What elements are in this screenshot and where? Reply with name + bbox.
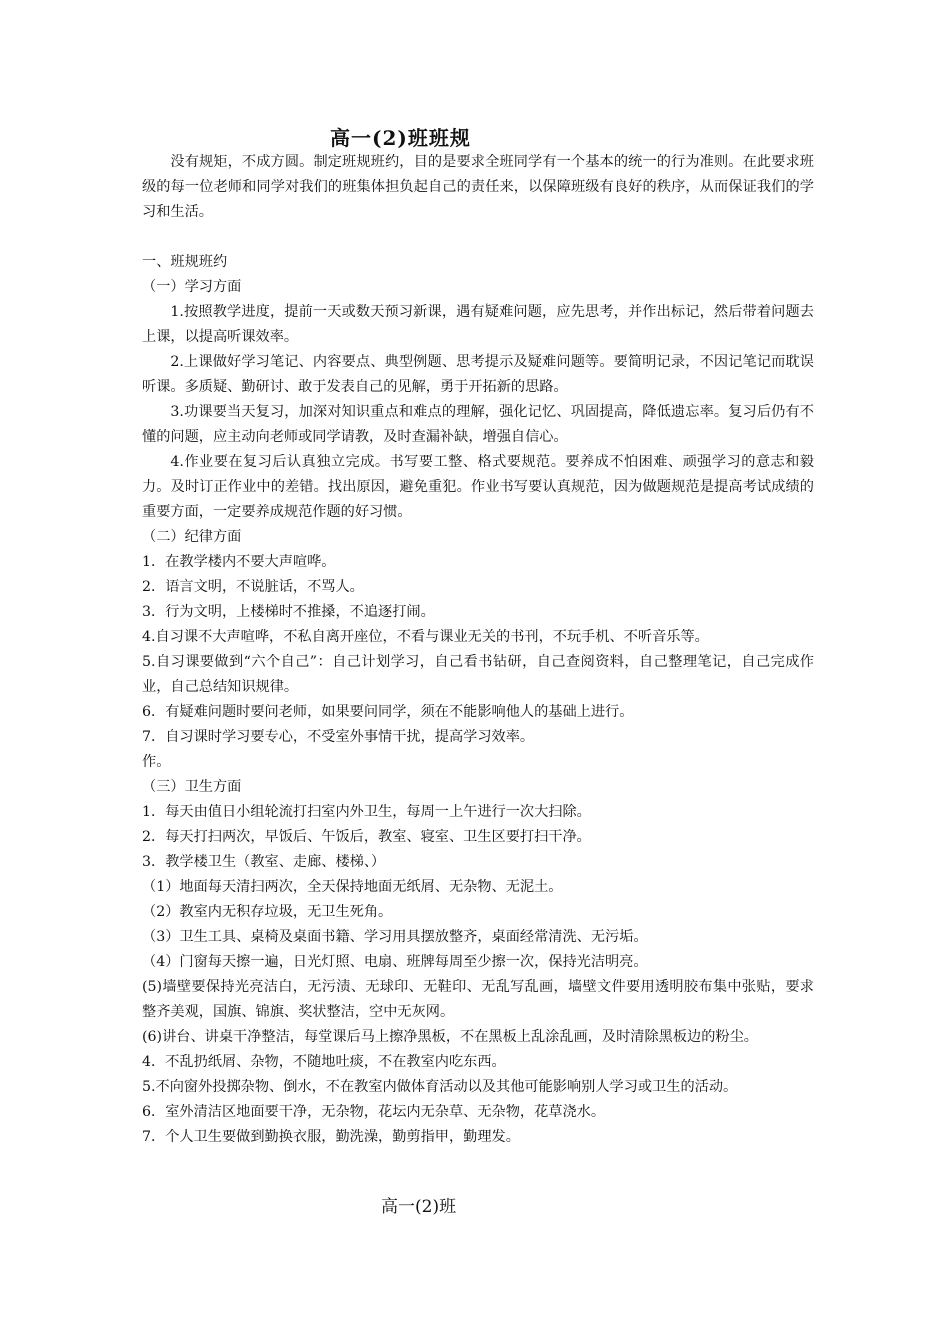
document-title: 高一(2)班班规	[330, 126, 471, 150]
hygiene-item: 5.不向窗外投掷杂物、倒水，不在教室内做体育活动以及其他可能影响别人学习或卫生的活动。	[142, 1079, 738, 1095]
discipline-item: 7．自习课时学习要专心，不受室外事情干扰，提高学习效率。	[142, 729, 535, 745]
discipline-item: 4.自习课不大声喧哗，不私自离开座位，不看与课业无关的书刊，不玩手机、不听音乐等。	[142, 629, 709, 645]
hygiene-item: (6)讲台、讲桌干净整洁，每堂课后马上擦净黑板，不在黑板上乱涂乱画，及时清除黑板边的粉尘。	[142, 1029, 758, 1045]
hygiene-item: 2．每天打扫两次，早饭后、午饭后，教室、寝室、卫生区要打扫干净。	[142, 829, 591, 845]
discipline-item: 1．在教学楼内不要大声喧哗。	[142, 554, 336, 570]
class-signature: 高一(2)班	[381, 1197, 457, 1217]
hygiene-item: （3）卫生工具、桌椅及桌面书籍、学习用具摆放整齐，桌面经常清洗、无污垢。	[142, 929, 648, 945]
study-item: 1.按照教学进度，提前一天或数天预习新课，遇有疑难问题，应先思考，并作出标记，然后带着问题去上课，以提高听课效率。	[142, 304, 814, 345]
hygiene-item: 7．个人卫生要做到勤换衣服，勤洗澡，勤剪指甲，勤理发。	[142, 1129, 520, 1145]
hygiene-item: （2）教室内无积存垃圾，无卫生死角。	[142, 904, 393, 920]
discipline-item: 6．有疑难问题时要问老师，如果要问同学，须在不能影响他人的基础上进行。	[142, 704, 634, 720]
section-heading: 一、班规班约	[142, 254, 228, 270]
paragraph-gap	[142, 225, 814, 250]
hygiene-item: 6．室外清洁区地面要干净，无杂物，花坛内无杂草、无杂物，花草浇水。	[142, 1104, 606, 1120]
discipline-item: 5.自习课要做到“六个自己”：自己计划学习，自己看书钻研，自己查阅资料，自己整理笔记，自己完成作业，自己总结知识规律。	[142, 654, 814, 695]
hygiene-item: （4）门窗每天擦一遍，日光灯照、电扇、班牌每周至少擦一次，保持光洁明亮。	[142, 954, 648, 970]
subsection-heading-hygiene: （三）卫生方面	[142, 779, 242, 795]
discipline-item: 作。	[142, 754, 171, 770]
intro-paragraph: 没有规矩，不成方圆。制定班规班约，目的是要求全班同学有一个基本的统一的行为准则。在此要求班级的每一位老师和同学对我们的班集体担负起自己的责任来，以保障班级有良好的秩序，从而保证我们的学习和生活。	[142, 154, 814, 220]
discipline-item: 3．行为文明，上楼梯时不推搡，不追逐打闹。	[142, 604, 435, 620]
study-item: 3.功课要当天复习，加深对知识重点和难点的理解，强化记忆、巩固提高，降低遗忘率。复习后仍有不懂的问题，应主动向老师或同学请教，及时查漏补缺，增强自信心。	[142, 404, 814, 445]
hygiene-item: 3．教学楼卫生（教室、走廊、楼梯、）	[142, 854, 386, 870]
subsection-heading-study: （一）学习方面	[142, 279, 242, 295]
hygiene-item: 1．每天由值日小组轮流打扫室内外卫生，每周一上午进行一次大扫除。	[142, 804, 591, 820]
study-item: 4.作业要在复习后认真独立完成。书写要工整、格式要规范。要养成不怕困难、顽强学习的意志和毅力。及时订正作业中的差错。找出原因，避免重犯。作业书写要认真规范，因为做题规范是提高考试成绩的重要方面，一定要养成规范作题的好习惯。	[142, 454, 814, 520]
hygiene-item: （1）地面每天清扫两次，全天保持地面无纸屑、无杂物、无泥土。	[142, 879, 563, 895]
subsection-heading-discipline: （二）纪律方面	[142, 529, 242, 545]
hygiene-item: (5)墙壁要保持光亮洁白，无污渍、无球印、无鞋印、无乱写乱画，墙壁文件要用透明胶布集中张贴，要求整齐美观，国旗、锦旗、奖状整洁，空中无灰网。	[142, 979, 814, 1020]
hygiene-item: 4．不乱扔纸屑、杂物，不随地吐痰，不在教室内吃东西。	[142, 1054, 506, 1070]
discipline-item: 2．语言文明，不说脏话，不骂人。	[142, 579, 364, 595]
document-body	[142, 150, 814, 1150]
study-item: 2.上课做好学习笔记、内容要点、典型例题、思考提示及疑难问题等。要简明记录，不因记笔记而耽误听课。多质疑、勤研讨、敢于发表自己的见解，勇于开拓新的思路。	[142, 354, 814, 395]
